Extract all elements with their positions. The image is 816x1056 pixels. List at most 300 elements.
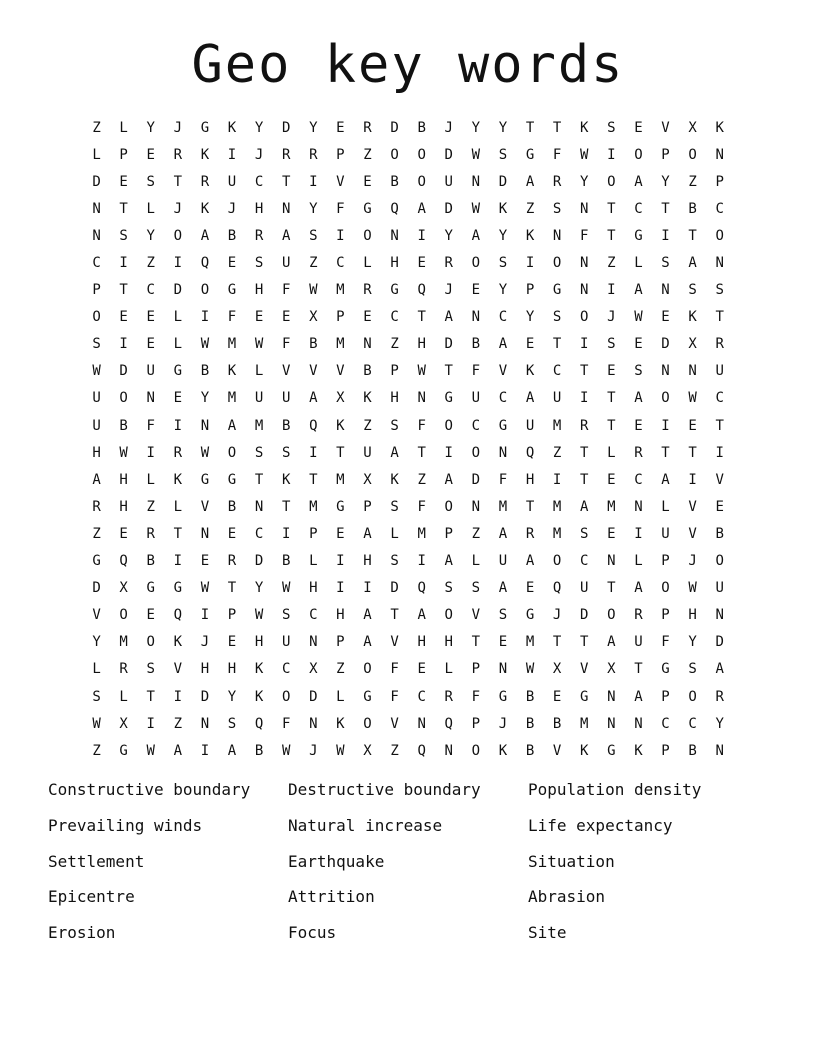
grid-letter[interactable]: N: [688, 363, 697, 380]
grid-letter[interactable]: E: [336, 119, 345, 136]
grid-letter[interactable]: A: [525, 173, 535, 190]
grid-letter[interactable]: N: [580, 282, 589, 299]
grid-letter[interactable]: E: [688, 417, 697, 434]
grid-letter[interactable]: F: [281, 715, 291, 732]
grid-letter[interactable]: Y: [498, 119, 508, 136]
grid-letter[interactable]: M: [552, 417, 562, 434]
grid-letter[interactable]: O: [715, 553, 724, 570]
grid-letter[interactable]: E: [634, 336, 643, 353]
grid-letter[interactable]: T: [227, 580, 237, 597]
grid-letter[interactable]: O: [119, 390, 128, 407]
grid-letter[interactable]: G: [661, 661, 670, 678]
grid-letter[interactable]: W: [146, 742, 155, 759]
grid-letter[interactable]: N: [254, 498, 264, 515]
grid-letter[interactable]: F: [498, 471, 508, 488]
grid-letter[interactable]: T: [688, 227, 697, 244]
grid-letter[interactable]: G: [363, 200, 372, 217]
grid-letter[interactable]: L: [471, 553, 481, 570]
grid-letter[interactable]: L: [336, 688, 345, 705]
grid-letter[interactable]: O: [417, 146, 426, 163]
grid-letter[interactable]: C: [634, 200, 643, 217]
grid-letter[interactable]: W: [200, 580, 210, 597]
grid-letter[interactable]: C: [498, 390, 508, 407]
grid-letter[interactable]: D: [390, 119, 399, 136]
grid-letter[interactable]: A: [498, 336, 508, 353]
grid-letter[interactable]: N: [634, 715, 643, 732]
grid-letter[interactable]: P: [661, 146, 670, 163]
grid-letter[interactable]: Q: [200, 255, 210, 272]
grid-letter[interactable]: Z: [552, 444, 562, 461]
grid-letter[interactable]: G: [336, 498, 345, 515]
grid-letter[interactable]: X: [688, 119, 697, 136]
grid-letter[interactable]: U: [281, 634, 291, 651]
grid-letter[interactable]: Z: [146, 498, 155, 515]
grid-letter[interactable]: V: [688, 525, 697, 542]
grid-letter[interactable]: T: [525, 498, 535, 515]
grid-letter[interactable]: G: [444, 390, 453, 407]
grid-letter[interactable]: E: [607, 525, 616, 542]
grid-letter[interactable]: K: [227, 363, 237, 380]
grid-letter[interactable]: S: [92, 688, 101, 705]
grid-letter[interactable]: A: [634, 688, 643, 705]
grid-letter[interactable]: C: [92, 255, 101, 272]
grid-letter[interactable]: K: [715, 119, 724, 136]
grid-letter[interactable]: K: [634, 742, 643, 759]
grid-letter[interactable]: S: [146, 661, 155, 678]
grid-letter[interactable]: Y: [254, 580, 264, 597]
grid-letter[interactable]: P: [661, 553, 670, 570]
grid-letter[interactable]: G: [92, 553, 101, 570]
grid-letter[interactable]: N: [607, 688, 616, 705]
grid-letter[interactable]: S: [146, 173, 155, 190]
grid-letter[interactable]: Y: [146, 119, 155, 136]
grid-letter[interactable]: L: [661, 498, 670, 515]
grid-letter[interactable]: R: [552, 173, 562, 190]
grid-letter[interactable]: E: [119, 309, 128, 326]
grid-letter[interactable]: I: [146, 715, 155, 732]
grid-letter[interactable]: N: [634, 498, 643, 515]
grid-letter[interactable]: I: [363, 580, 372, 597]
grid-letter[interactable]: K: [498, 200, 508, 217]
grid-letter[interactable]: I: [309, 173, 318, 190]
grid-letter[interactable]: M: [525, 634, 535, 651]
grid-letter[interactable]: K: [336, 715, 345, 732]
grid-letter[interactable]: P: [363, 498, 372, 515]
grid-letter[interactable]: I: [580, 336, 589, 353]
grid-letter[interactable]: S: [390, 417, 399, 434]
grid-letter[interactable]: P: [336, 309, 345, 326]
grid-letter[interactable]: S: [661, 255, 670, 272]
grid-letter[interactable]: D: [309, 688, 318, 705]
grid-letter[interactable]: U: [227, 173, 237, 190]
grid-letter[interactable]: W: [309, 282, 318, 299]
grid-letter[interactable]: I: [336, 227, 345, 244]
grid-letter[interactable]: I: [227, 146, 237, 163]
grid-letter[interactable]: O: [688, 146, 697, 163]
grid-letter[interactable]: R: [173, 444, 183, 461]
grid-letter[interactable]: B: [417, 119, 426, 136]
grid-letter[interactable]: M: [336, 471, 345, 488]
grid-letter[interactable]: K: [363, 390, 372, 407]
grid-letter[interactable]: Y: [661, 173, 670, 190]
grid-letter[interactable]: U: [281, 390, 291, 407]
grid-letter[interactable]: C: [715, 200, 724, 217]
grid-letter[interactable]: A: [227, 742, 237, 759]
grid-letter[interactable]: N: [471, 309, 481, 326]
grid-letter[interactable]: E: [281, 309, 291, 326]
grid-letter[interactable]: O: [200, 282, 210, 299]
grid-letter[interactable]: N: [661, 282, 670, 299]
grid-letter[interactable]: Q: [417, 580, 426, 597]
grid-letter[interactable]: Y: [525, 309, 535, 326]
grid-letter[interactable]: R: [92, 498, 101, 515]
grid-letter[interactable]: G: [498, 417, 508, 434]
grid-letter[interactable]: K: [688, 309, 697, 326]
grid-letter[interactable]: M: [552, 525, 562, 542]
grid-letter[interactable]: C: [498, 309, 508, 326]
grid-letter[interactable]: V: [309, 363, 318, 380]
grid-letter[interactable]: V: [715, 471, 724, 488]
grid-letter[interactable]: W: [200, 444, 210, 461]
grid-letter[interactable]: T: [281, 173, 291, 190]
grid-letter[interactable]: K: [390, 471, 399, 488]
grid-letter[interactable]: A: [715, 661, 724, 678]
grid-letter[interactable]: F: [146, 417, 155, 434]
grid-letter[interactable]: A: [634, 390, 643, 407]
grid-letter[interactable]: U: [580, 580, 589, 597]
grid-letter[interactable]: L: [92, 661, 101, 678]
grid-letter[interactable]: A: [227, 417, 237, 434]
grid-letter[interactable]: Y: [254, 119, 264, 136]
grid-letter[interactable]: N: [92, 227, 101, 244]
grid-letter[interactable]: S: [552, 309, 562, 326]
grid-letter[interactable]: K: [254, 688, 264, 705]
grid-letter[interactable]: E: [498, 634, 508, 651]
grid-letter[interactable]: S: [444, 580, 453, 597]
grid-letter[interactable]: C: [661, 715, 670, 732]
grid-letter[interactable]: S: [471, 580, 481, 597]
grid-letter[interactable]: O: [661, 390, 670, 407]
grid-letter[interactable]: X: [309, 309, 318, 326]
grid-letter[interactable]: Y: [200, 390, 210, 407]
grid-letter[interactable]: S: [688, 661, 697, 678]
grid-letter[interactable]: T: [607, 390, 616, 407]
grid-letter[interactable]: S: [498, 607, 508, 624]
grid-letter[interactable]: N: [498, 444, 508, 461]
grid-letter[interactable]: Y: [498, 227, 508, 244]
grid-letter[interactable]: H: [254, 634, 264, 651]
grid-letter[interactable]: T: [607, 227, 616, 244]
grid-letter[interactable]: E: [417, 661, 426, 678]
grid-letter[interactable]: G: [390, 282, 399, 299]
grid-letter[interactable]: E: [227, 634, 237, 651]
grid-letter[interactable]: I: [309, 444, 318, 461]
grid-letter[interactable]: K: [173, 471, 183, 488]
grid-letter[interactable]: R: [715, 336, 724, 353]
grid-letter[interactable]: B: [254, 742, 264, 759]
grid-letter[interactable]: N: [580, 200, 589, 217]
grid-letter[interactable]: E: [525, 336, 535, 353]
grid-letter[interactable]: N: [200, 417, 210, 434]
grid-letter[interactable]: Q: [444, 715, 453, 732]
grid-letter[interactable]: A: [417, 200, 426, 217]
grid-letter[interactable]: C: [146, 282, 155, 299]
grid-letter[interactable]: W: [471, 146, 481, 163]
grid-letter[interactable]: B: [363, 363, 372, 380]
grid-letter[interactable]: R: [119, 661, 128, 678]
grid-letter[interactable]: X: [552, 661, 562, 678]
grid-letter[interactable]: R: [444, 255, 453, 272]
grid-letter[interactable]: L: [173, 309, 183, 326]
grid-letter[interactable]: R: [309, 146, 318, 163]
grid-letter[interactable]: D: [444, 200, 453, 217]
grid-letter[interactable]: B: [688, 200, 697, 217]
grid-letter[interactable]: T: [471, 634, 481, 651]
grid-letter[interactable]: P: [471, 715, 481, 732]
grid-letter[interactable]: H: [227, 661, 237, 678]
grid-letter[interactable]: T: [580, 363, 589, 380]
grid-letter[interactable]: G: [607, 742, 616, 759]
grid-letter[interactable]: M: [309, 498, 318, 515]
grid-letter[interactable]: T: [607, 417, 616, 434]
grid-letter[interactable]: W: [471, 200, 481, 217]
grid-letter[interactable]: C: [390, 309, 399, 326]
grid-letter[interactable]: Z: [607, 255, 616, 272]
grid-letter[interactable]: Y: [580, 173, 589, 190]
grid-letter[interactable]: A: [498, 580, 508, 597]
grid-letter[interactable]: W: [254, 607, 264, 624]
grid-letter[interactable]: E: [146, 607, 155, 624]
grid-letter[interactable]: M: [552, 498, 562, 515]
grid-letter[interactable]: Q: [254, 715, 264, 732]
grid-letter[interactable]: H: [525, 471, 535, 488]
grid-letter[interactable]: T: [661, 200, 670, 217]
grid-letter[interactable]: O: [607, 173, 616, 190]
grid-letter[interactable]: M: [580, 715, 589, 732]
grid-letter[interactable]: R: [525, 525, 535, 542]
grid-letter[interactable]: X: [119, 715, 128, 732]
grid-letter[interactable]: B: [146, 553, 155, 570]
grid-letter[interactable]: N: [417, 390, 426, 407]
grid-letter[interactable]: N: [552, 227, 562, 244]
grid-letter[interactable]: K: [254, 661, 264, 678]
grid-letter[interactable]: A: [525, 553, 535, 570]
grid-letter[interactable]: X: [688, 336, 697, 353]
grid-letter[interactable]: A: [634, 580, 643, 597]
grid-letter[interactable]: T: [715, 417, 724, 434]
grid-letter[interactable]: E: [634, 119, 643, 136]
grid-letter[interactable]: N: [661, 363, 670, 380]
grid-letter[interactable]: W: [200, 336, 210, 353]
grid-letter[interactable]: N: [200, 715, 210, 732]
grid-letter[interactable]: F: [580, 227, 589, 244]
grid-letter[interactable]: T: [119, 282, 128, 299]
grid-letter[interactable]: C: [254, 525, 264, 542]
grid-letter[interactable]: N: [309, 634, 318, 651]
grid-letter[interactable]: B: [309, 336, 318, 353]
grid-letter[interactable]: S: [390, 498, 399, 515]
grid-letter[interactable]: D: [661, 336, 670, 353]
grid-letter[interactable]: O: [661, 580, 670, 597]
grid-letter[interactable]: E: [173, 390, 183, 407]
grid-letter[interactable]: Z: [390, 336, 399, 353]
grid-letter[interactable]: E: [119, 173, 128, 190]
grid-letter[interactable]: C: [336, 255, 345, 272]
grid-letter[interactable]: O: [281, 688, 291, 705]
grid-letter[interactable]: Y: [715, 715, 724, 732]
grid-letter[interactable]: T: [417, 444, 426, 461]
grid-letter[interactable]: N: [471, 173, 481, 190]
grid-letter[interactable]: C: [580, 553, 589, 570]
grid-letter[interactable]: P: [715, 173, 724, 190]
grid-letter[interactable]: P: [336, 634, 345, 651]
grid-letter[interactable]: N: [363, 336, 372, 353]
grid-letter[interactable]: S: [607, 336, 616, 353]
grid-letter[interactable]: I: [200, 607, 210, 624]
grid-letter[interactable]: D: [119, 363, 128, 380]
grid-letter[interactable]: T: [580, 444, 589, 461]
grid-letter[interactable]: D: [92, 580, 101, 597]
grid-letter[interactable]: W: [417, 363, 426, 380]
grid-letter[interactable]: O: [471, 742, 481, 759]
grid-letter[interactable]: O: [444, 498, 453, 515]
grid-letter[interactable]: A: [580, 498, 589, 515]
grid-letter[interactable]: H: [444, 634, 453, 651]
grid-letter[interactable]: Y: [444, 227, 453, 244]
grid-letter[interactable]: V: [92, 607, 101, 624]
grid-letter[interactable]: A: [417, 607, 426, 624]
grid-letter[interactable]: N: [607, 715, 616, 732]
grid-letter[interactable]: I: [525, 255, 535, 272]
grid-letter[interactable]: F: [471, 363, 481, 380]
grid-letter[interactable]: N: [715, 146, 724, 163]
grid-letter[interactable]: V: [390, 634, 399, 651]
grid-letter[interactable]: C: [688, 715, 697, 732]
grid-letter[interactable]: S: [552, 200, 562, 217]
grid-letter[interactable]: A: [634, 173, 643, 190]
grid-letter[interactable]: W: [92, 363, 101, 380]
grid-letter[interactable]: K: [498, 742, 508, 759]
grid-letter[interactable]: J: [227, 200, 237, 217]
grid-letter[interactable]: R: [254, 227, 264, 244]
grid-letter[interactable]: L: [146, 200, 155, 217]
grid-letter[interactable]: R: [580, 417, 589, 434]
grid-letter[interactable]: Y: [309, 200, 318, 217]
grid-letter[interactable]: J: [607, 309, 616, 326]
grid-letter[interactable]: A: [444, 309, 453, 326]
grid-letter[interactable]: I: [607, 282, 616, 299]
grid-letter[interactable]: H: [119, 498, 128, 515]
grid-letter[interactable]: R: [200, 173, 210, 190]
grid-letter[interactable]: I: [688, 471, 697, 488]
grid-letter[interactable]: X: [336, 390, 345, 407]
grid-letter[interactable]: T: [552, 119, 562, 136]
grid-letter[interactable]: D: [471, 471, 481, 488]
grid-letter[interactable]: M: [498, 498, 508, 515]
grid-letter[interactable]: F: [227, 309, 237, 326]
grid-letter[interactable]: J: [688, 553, 697, 570]
grid-letter[interactable]: E: [336, 525, 345, 542]
grid-letter[interactable]: O: [444, 417, 453, 434]
grid-letter[interactable]: O: [227, 444, 237, 461]
grid-letter[interactable]: D: [254, 553, 264, 570]
grid-letter[interactable]: O: [119, 607, 128, 624]
grid-letter[interactable]: W: [92, 715, 101, 732]
grid-letter[interactable]: M: [227, 336, 237, 353]
grid-letter[interactable]: J: [444, 119, 453, 136]
grid-letter[interactable]: P: [444, 525, 453, 542]
grid-letter[interactable]: V: [281, 363, 291, 380]
grid-letter[interactable]: S: [634, 363, 643, 380]
grid-letter[interactable]: M: [254, 417, 264, 434]
grid-letter[interactable]: O: [363, 227, 372, 244]
grid-letter[interactable]: R: [634, 607, 643, 624]
grid-letter[interactable]: T: [580, 634, 589, 651]
grid-letter[interactable]: S: [498, 146, 508, 163]
grid-letter[interactable]: O: [173, 227, 183, 244]
grid-letter[interactable]: V: [661, 119, 670, 136]
grid-letter[interactable]: F: [417, 498, 426, 515]
grid-letter[interactable]: T: [552, 634, 562, 651]
grid-letter[interactable]: R: [146, 525, 155, 542]
grid-letter[interactable]: T: [552, 336, 562, 353]
grid-letter[interactable]: N: [200, 525, 210, 542]
grid-letter[interactable]: A: [444, 553, 453, 570]
grid-letter[interactable]: T: [444, 363, 453, 380]
grid-letter[interactable]: H: [363, 553, 372, 570]
grid-letter[interactable]: Z: [363, 146, 372, 163]
grid-letter[interactable]: E: [146, 146, 155, 163]
grid-letter[interactable]: A: [688, 255, 697, 272]
grid-letter[interactable]: E: [227, 525, 237, 542]
grid-letter[interactable]: H: [119, 471, 128, 488]
grid-letter[interactable]: F: [390, 688, 399, 705]
grid-letter[interactable]: Q: [417, 282, 426, 299]
grid-letter[interactable]: S: [281, 444, 291, 461]
grid-letter[interactable]: I: [200, 309, 210, 326]
grid-letter[interactable]: D: [390, 580, 399, 597]
grid-letter[interactable]: C: [471, 417, 481, 434]
grid-letter[interactable]: C: [715, 390, 724, 407]
grid-letter[interactable]: Y: [227, 688, 237, 705]
grid-letter[interactable]: Y: [309, 119, 318, 136]
grid-letter[interactable]: U: [471, 390, 481, 407]
grid-letter[interactable]: E: [363, 173, 372, 190]
grid-letter[interactable]: B: [471, 336, 481, 353]
grid-letter[interactable]: V: [336, 363, 345, 380]
grid-letter[interactable]: L: [173, 498, 183, 515]
grid-letter[interactable]: P: [661, 742, 670, 759]
grid-letter[interactable]: B: [525, 742, 535, 759]
grid-letter[interactable]: H: [417, 634, 426, 651]
grid-letter[interactable]: U: [254, 390, 264, 407]
grid-letter[interactable]: Z: [688, 173, 697, 190]
grid-letter[interactable]: U: [715, 363, 724, 380]
grid-letter[interactable]: S: [390, 553, 399, 570]
grid-letter[interactable]: O: [552, 255, 562, 272]
grid-letter[interactable]: L: [92, 146, 101, 163]
grid-letter[interactable]: H: [336, 607, 345, 624]
grid-letter[interactable]: I: [661, 227, 670, 244]
grid-letter[interactable]: F: [417, 417, 426, 434]
grid-letter[interactable]: S: [688, 282, 697, 299]
grid-letter[interactable]: E: [146, 336, 155, 353]
grid-letter[interactable]: I: [661, 417, 670, 434]
grid-letter[interactable]: R: [715, 688, 724, 705]
grid-letter[interactable]: A: [444, 471, 453, 488]
grid-letter[interactable]: E: [661, 309, 670, 326]
grid-letter[interactable]: A: [498, 525, 508, 542]
